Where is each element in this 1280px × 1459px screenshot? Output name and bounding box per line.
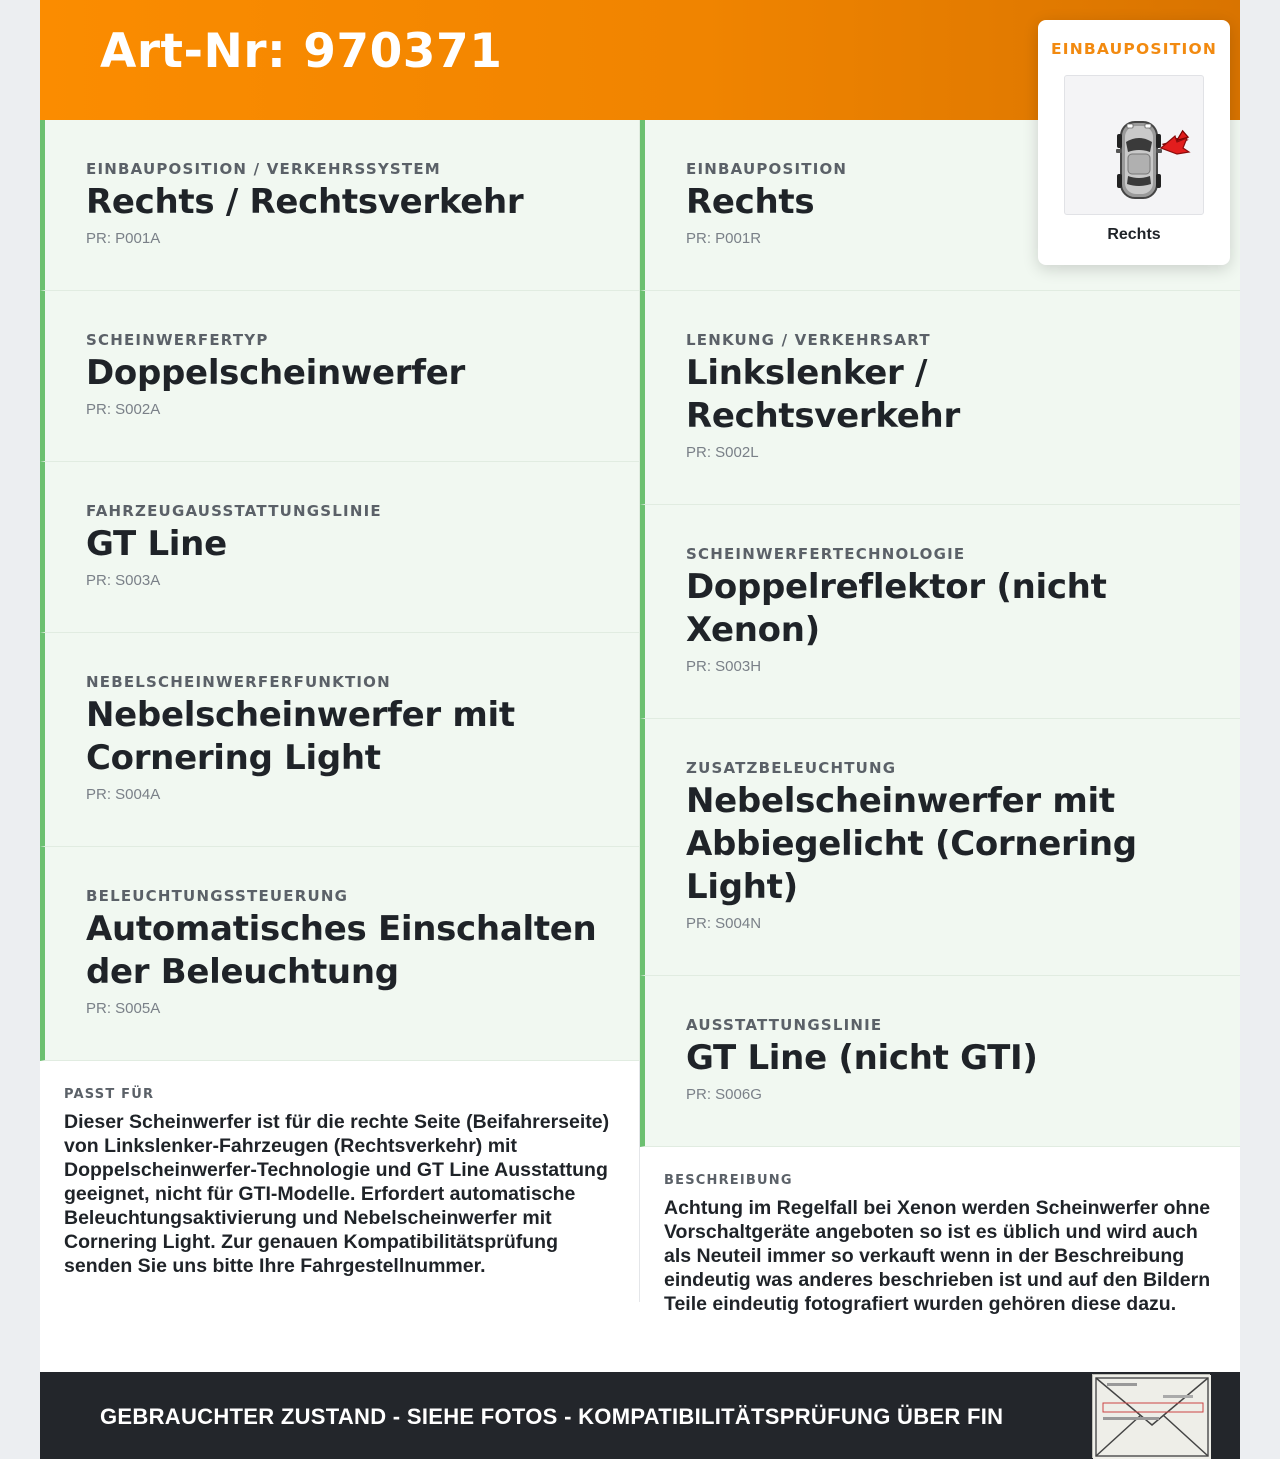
- spec-card: [40, 120, 640, 291]
- footer-bar: [40, 1372, 1240, 1459]
- spec-label: FAHRZEUGAUSSTATTUNGSLINIE: [86, 502, 382, 520]
- spec-card: [640, 505, 1240, 719]
- position-card-label: EINBAUPOSITION: [1050, 40, 1217, 58]
- spec-code: PR: P001A: [86, 230, 161, 247]
- spec-value: GT Line: [86, 524, 227, 564]
- description-label: BESCHREIBUNG: [664, 1173, 793, 1188]
- spec-code: PR: S003A: [86, 572, 161, 589]
- fits-section: [40, 1061, 640, 1302]
- spec-code: PR: S002L: [686, 444, 759, 461]
- spec-value: Rechts: [686, 182, 815, 222]
- spec-value: Automatisches Einschalten der Beleuchtung: [86, 909, 597, 992]
- spec-code: PR: S003H: [686, 658, 762, 675]
- spec-label: SCHEINWERFERTYP: [86, 331, 269, 349]
- spec-label: ZUSATZBELEUCHTUNG: [686, 759, 897, 777]
- footer-notice: GEBRAUCHTER ZUSTAND - SIEHE FOTOS - KOMPATIBILITÄTSPRÜFUNG ÜBER FIN: [100, 1404, 1004, 1429]
- spec-card: [640, 291, 1240, 505]
- fits-label: PASST FÜR: [64, 1087, 155, 1102]
- spec-label: LENKUNG / VERKEHRSART: [686, 331, 931, 349]
- spec-code: PR: S002A: [86, 401, 161, 418]
- spec-value: Doppelreflektor (nicht Xenon): [686, 567, 1107, 650]
- spec-card: [640, 719, 1240, 976]
- spec-value: GT Line (nicht GTI): [686, 1038, 1038, 1078]
- spec-code: PR: P001R: [686, 230, 762, 247]
- spec-card: [40, 847, 640, 1061]
- spec-label: NEBELSCHEINWERFERFUNKTION: [86, 673, 391, 691]
- spec-code: PR: S005A: [86, 1000, 161, 1017]
- spec-label: BELEUCHTUNGSSTEUERUNG: [86, 887, 349, 905]
- spec-value: Rechts / Rechtsverkehr: [86, 182, 524, 222]
- spec-code: PR: S004A: [86, 786, 161, 803]
- spec-label: AUSSTATTUNGSLINIE: [686, 1016, 883, 1034]
- fits-text: Dieser Scheinwerfer ist für die rechte Seite (Beifahrerseite) von Linkslenker-Fahrzeugen (Rechtsverkehr) mit Doppelscheinwerfer-Technologie und GT Line Ausstattung geeignet, nicht für GTI-Modelle. Erfordert automatische Beleuchtungsaktivierung und Nebelscheinwerfer mit Cornering Light. Zur genauen Kompatibilitätsprüfung senden Sie uns bitte Ihre Fahrgestellnummer.: [64, 1111, 610, 1277]
- left-spec-column: [40, 120, 640, 1302]
- spec-value: Nebelscheinwerfer mit Abbiegelicht (Cornering Light): [686, 781, 1137, 907]
- spec-card: [40, 291, 640, 462]
- spec-label: EINBAUPOSITION / VERKEHRSSYSTEM: [86, 160, 441, 178]
- page: [40, 0, 1240, 1459]
- car-top-view-arrow-right-icon: [1064, 75, 1204, 215]
- spec-card: [40, 462, 640, 633]
- spec-value: Doppelscheinwerfer: [86, 353, 465, 393]
- spec-label: SCHEINWERFERTECHNOLOGIE: [686, 545, 966, 563]
- spec-card: [640, 976, 1240, 1147]
- position-card: [1038, 20, 1230, 265]
- spec-code: PR: S004N: [686, 915, 762, 932]
- spec-label: EINBAUPOSITION: [686, 160, 848, 178]
- registration-document-envelope-icon: [1092, 1374, 1210, 1458]
- spec-code: PR: S006G: [686, 1086, 762, 1103]
- position-card-caption: Rechts: [1107, 226, 1161, 243]
- spec-value: Linkslenker / Rechtsverkehr: [686, 353, 960, 436]
- page-title: Art-Nr: 970371: [100, 24, 503, 79]
- spec-value: Nebelscheinwerfer mit Cornering Light: [86, 695, 515, 778]
- description-section: [640, 1147, 1240, 1340]
- description-text: Achtung im Regelfall bei Xenon werden Scheinwerfer ohne Vorschaltgeräte angeboten so ist es üblich und wird auch als Neuteil immer so verkauft wenn in der Beschreibung eindeutig was anderes beschrieben ist und auf den Bildern Teile eindeutig fotografiert wurden gehören diese dazu.: [664, 1197, 1211, 1315]
- spec-card: [40, 633, 640, 847]
- right-spec-column: [640, 120, 1240, 1340]
